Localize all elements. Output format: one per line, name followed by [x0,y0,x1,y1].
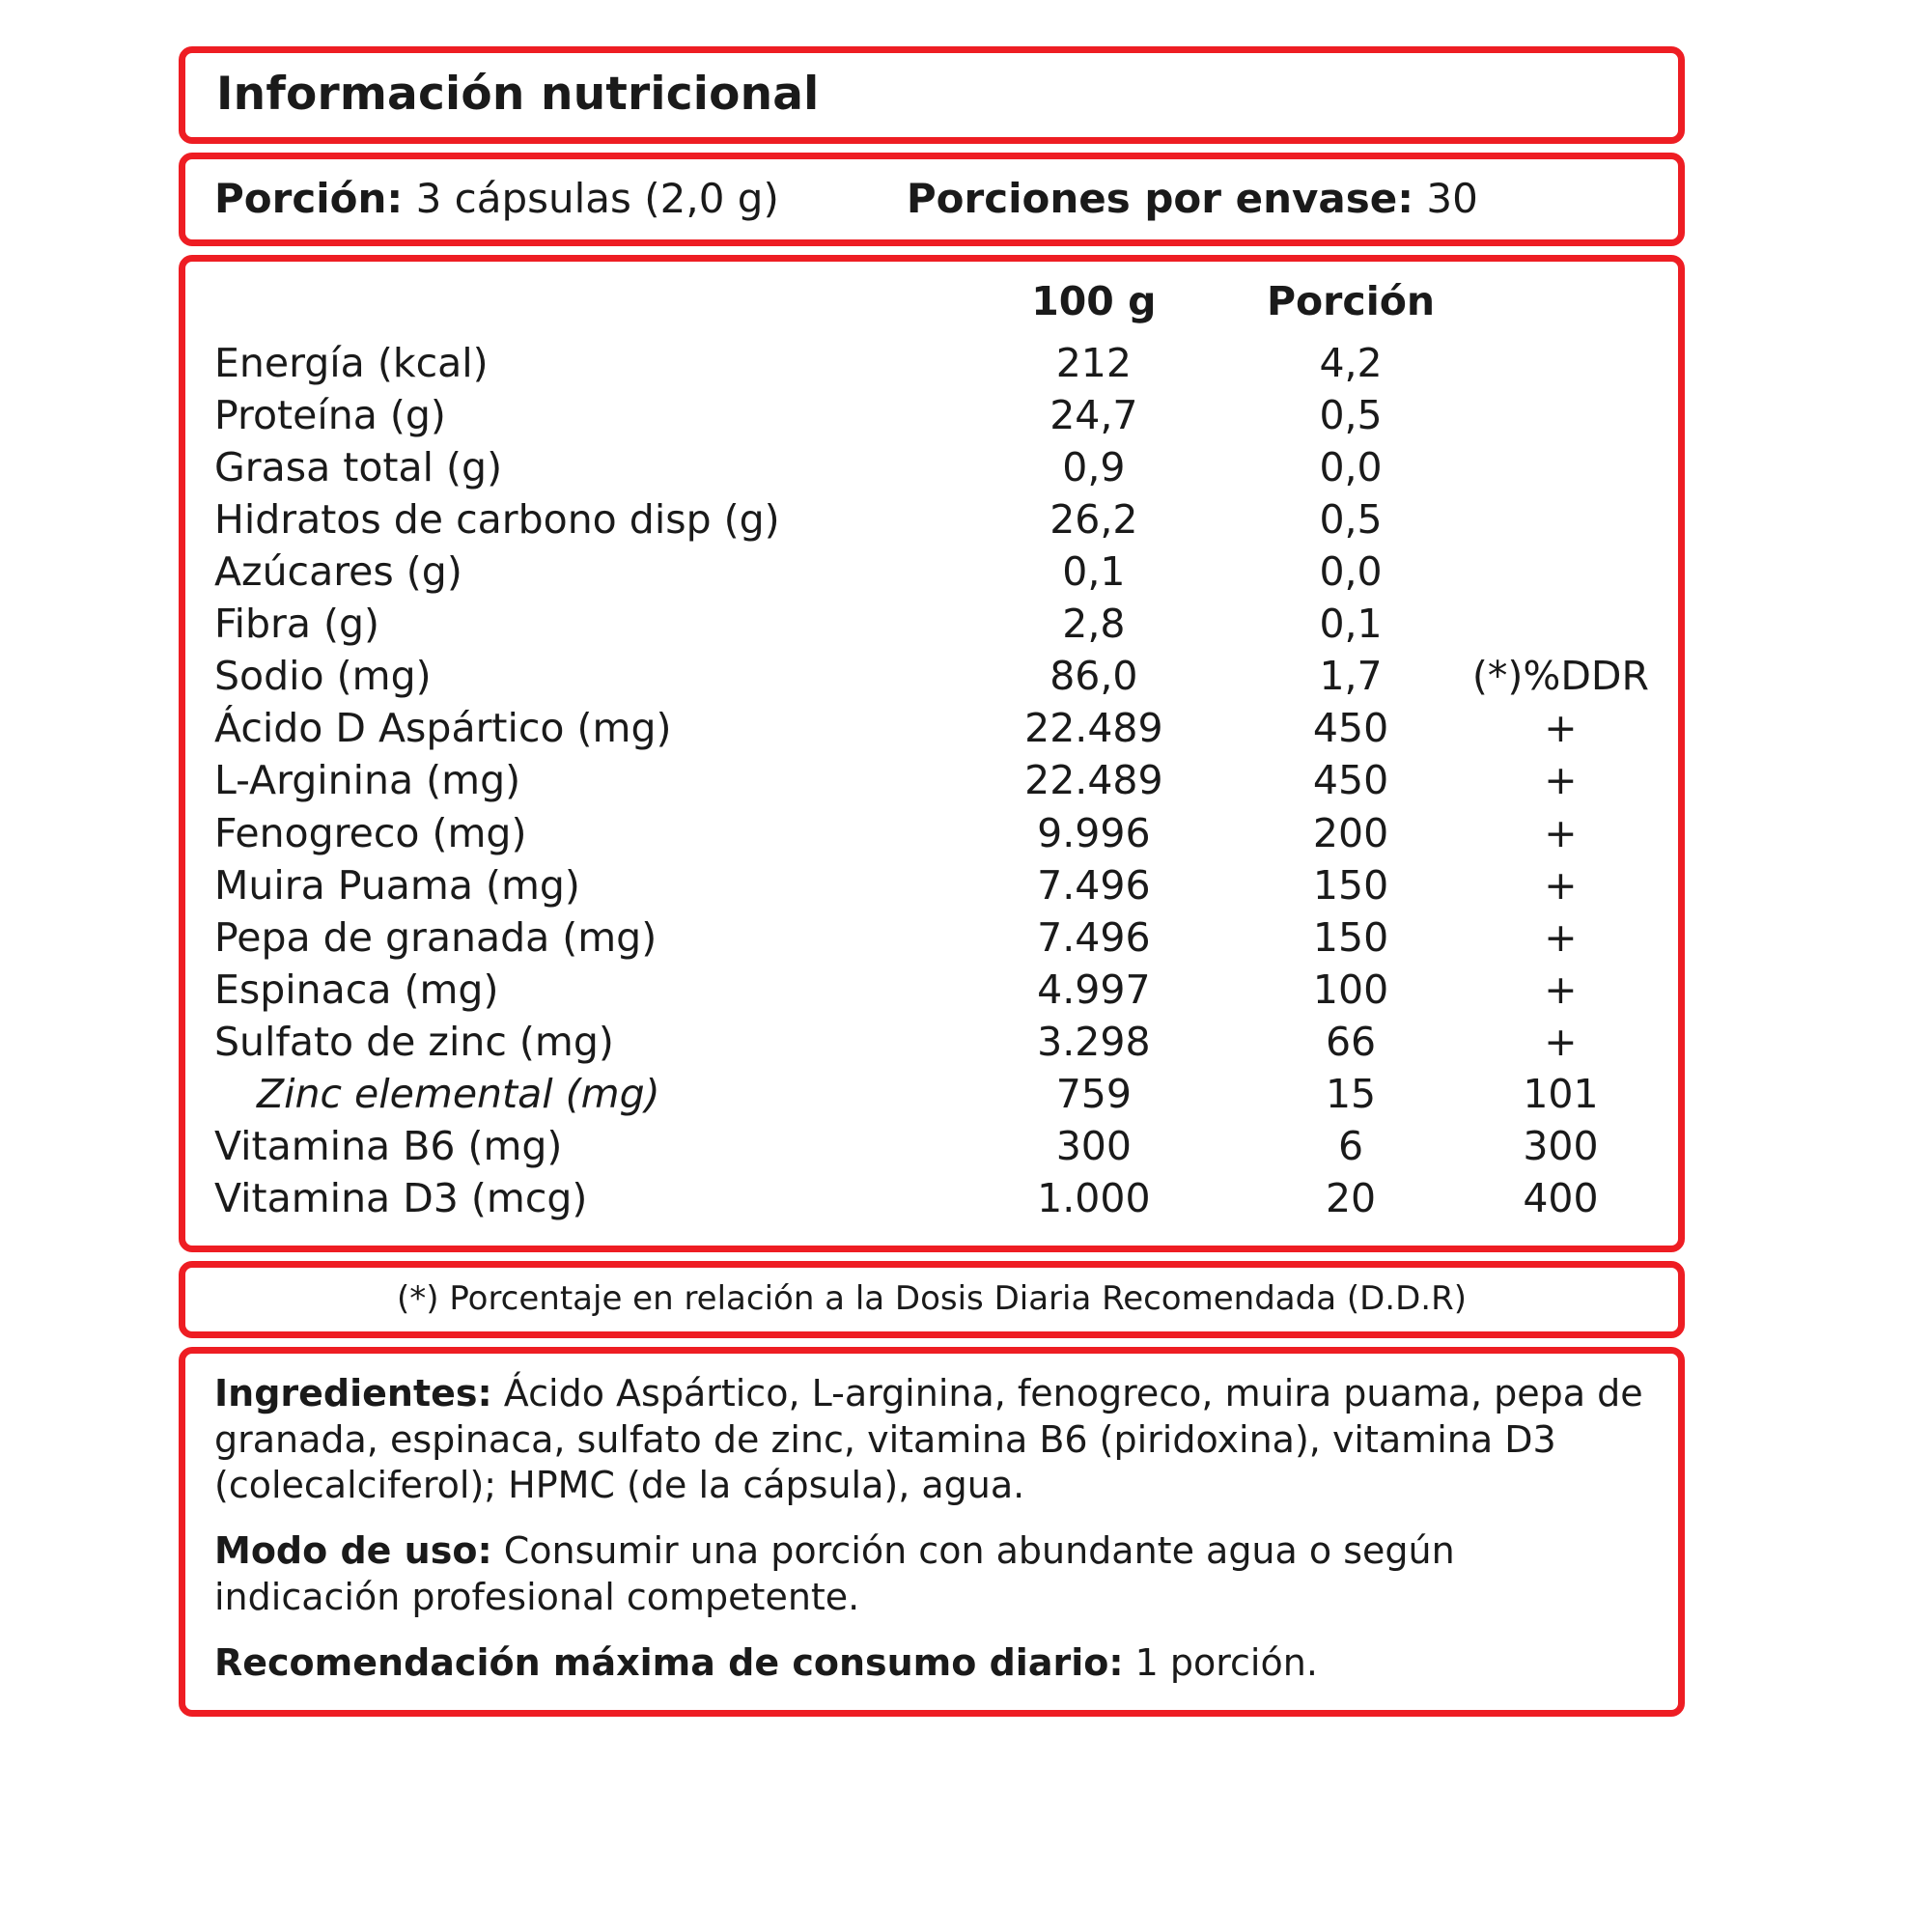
nutrient-ddr [1472,389,1649,441]
nutrient-name: Proteína (g) [214,392,446,439]
nutrient-name: Muira Puama (mg) [214,861,580,909]
ddr-footnote: (*) Porcentaje en relación a la Dosis Diaria Recomendada (D.D.R) [397,1278,1467,1318]
portion-info [214,175,779,222]
table-row [214,702,1649,754]
ingredients-text: Ácido Aspártico, L-arginina, fenogreco, muira puama, pepa de granada, espinaca, sulfato de zinc, vitamina B6 (piridoxina), vitamina D3 (colecalciferol); HPMC (de la cápsula), agua. [214,1371,1643,1507]
portion-label: Porción: [214,175,404,223]
table-row [214,807,1649,859]
servings-value: 30 [1426,175,1478,223]
title-box [179,46,1685,144]
nutrient-name: Espinaca (mg) [214,966,499,1013]
serving-box [179,153,1685,246]
nutrient-per-portion: 66 [1325,1018,1377,1065]
nutrient-per-portion: 20 [1325,1174,1377,1221]
header-ddr-placeholder [1472,275,1649,337]
nutrient-name: Ácido D Aspártico (mg) [214,705,672,752]
ingredients-paragraph [214,1371,1649,1510]
header-100g: 100 g [1031,278,1157,325]
nutrient-name: Sodio (mg) [214,653,432,700]
nutrient-name: Pepa de granada (mg) [214,913,658,961]
table-row [214,598,1649,650]
nutrient-ddr: (*)%DDR [1471,653,1649,700]
nutrient-per-portion: 0,0 [1319,444,1383,491]
ingredients-label: Ingredientes: [214,1371,492,1414]
nutrient-name: L-Arginina (mg) [214,757,521,804]
nutrient-per-100g: 3.298 [1037,1018,1151,1065]
nutrient-per-portion: 150 [1312,861,1389,909]
nutrient-ddr: 101 [1523,1070,1599,1117]
table-row [214,337,1649,389]
header-blank [214,275,959,337]
page-title: Información nutricional [216,68,820,121]
nutrient-per-100g: 300 [1055,1122,1132,1169]
nutrient-per-portion: 4,2 [1319,340,1383,387]
nutrient-per-100g: 2,8 [1062,601,1126,648]
nutrient-per-100g: 86,0 [1049,653,1138,700]
nutrient-per-portion: 0,0 [1319,548,1383,596]
servings-label: Porciones por envase: [906,175,1413,223]
table-row [214,650,1649,702]
nutrient-per-100g: 7.496 [1037,913,1151,961]
nutrient-name: Azúcares (g) [214,548,462,596]
nutrient-per-100g: 7.496 [1037,861,1151,909]
nutrient-per-portion: 1,7 [1319,653,1383,700]
nutrient-ddr [1472,546,1649,598]
nutrient-name: Vitamina D3 (mcg) [214,1174,588,1221]
nutrient-ddr: + [1544,757,1578,804]
nutrient-per-100g: 22.489 [1024,757,1163,804]
usage-label: Modo de uso: [214,1529,492,1573]
nutrient-per-100g: 9.996 [1037,809,1151,856]
table-row [214,964,1649,1016]
footnote-box [179,1261,1685,1338]
nutrient-ddr [1472,441,1649,493]
nutrient-ddr: 400 [1523,1174,1599,1221]
nutrient-table-box [179,255,1685,1251]
nutrient-per-100g: 759 [1055,1070,1132,1117]
max-intake-label: Recomendación máxima de consumo diario: [214,1641,1124,1684]
nutrient-ddr: + [1544,861,1578,909]
table-row [214,1016,1649,1068]
nutrient-per-100g: 22.489 [1024,705,1163,752]
nutrient-per-portion: 15 [1325,1070,1377,1117]
nutrient-per-100g: 4.997 [1037,966,1151,1013]
nutrient-per-100g: 1.000 [1037,1174,1151,1221]
nutrient-ddr: + [1544,809,1578,856]
max-intake-paragraph [214,1640,1649,1687]
table-row [214,859,1649,911]
table-row [214,1172,1649,1224]
nutrient-ddr [1472,337,1649,389]
nutrient-name: Vitamina B6 (mg) [214,1122,563,1169]
nutrient-per-100g: 212 [1055,340,1132,387]
table-row [214,754,1649,806]
nutrient-name: Fenogreco (mg) [214,809,527,856]
nutrient-per-portion: 450 [1312,757,1389,804]
usage-text: Consumir una porción con abundante agua o según indicación profesional competente. [214,1529,1455,1619]
nutrient-per-portion: 0,5 [1319,392,1383,439]
nutrient-per-100g: 0,9 [1062,444,1126,491]
nutrient-per-100g: 24,7 [1049,392,1138,439]
table-row [214,911,1649,964]
max-intake-text: 1 porción. [1123,1641,1318,1684]
servings-per-container [907,175,1478,222]
nutrient-per-portion: 0,1 [1319,601,1383,648]
nutrient-ddr: + [1544,1018,1578,1065]
table-row [214,1120,1649,1172]
table-row [214,546,1649,598]
nutrient-name: Zinc elemental (mg) [257,1070,660,1117]
table-row [214,389,1649,441]
nutrient-per-portion: 100 [1312,966,1389,1013]
table-row [214,1068,1649,1120]
nutrient-per-100g: 0,1 [1062,548,1126,596]
nutrient-name: Hidratos de carbono disp (g) [214,496,780,544]
usage-paragraph [214,1528,1649,1621]
nutrient-ddr [1472,493,1649,546]
nutrient-per-portion: 150 [1312,913,1389,961]
header-portion: Porción [1266,278,1436,325]
nutrient-ddr: 300 [1523,1122,1599,1169]
nutrition-label-panel [179,46,1685,1717]
nutrient-per-portion: 6 [1338,1122,1364,1169]
nutrient-per-portion: 0,5 [1319,496,1383,544]
table-header-row [214,275,1649,337]
nutrient-ddr: + [1544,705,1578,752]
portion-value: 3 cápsulas (2,0 g) [415,175,779,223]
nutrient-per-100g: 26,2 [1049,496,1138,544]
table-row [214,493,1649,546]
nutrient-ddr: + [1544,966,1578,1013]
nutrient-ddr: + [1544,913,1578,961]
table-row [214,441,1649,493]
nutrient-name: Fibra (g) [214,601,380,648]
nutrient-per-portion: 450 [1312,705,1389,752]
nutrient-ddr [1472,598,1649,650]
nutrient-name: Grasa total (g) [214,444,503,491]
nutrient-name: Sulfato de zinc (mg) [214,1018,614,1065]
nutrient-name: Energía (kcal) [214,340,489,387]
nutrient-table [214,275,1649,1223]
info-box [179,1347,1685,1717]
nutrient-per-portion: 200 [1312,809,1389,856]
